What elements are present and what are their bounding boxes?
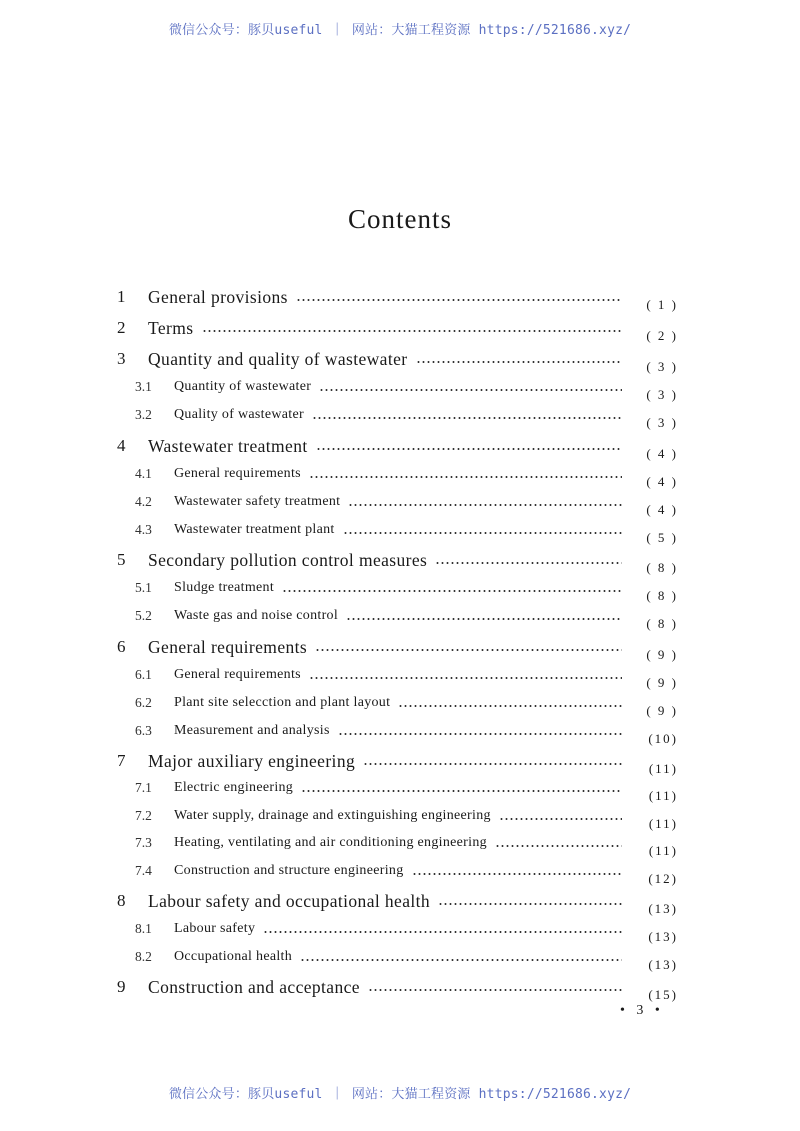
toc-entry-title: General requirements bbox=[174, 667, 301, 682]
toc-entry-8-1[interactable] bbox=[0, 917, 800, 944]
toc-entry-number: 5.1 bbox=[135, 580, 152, 595]
toc-entry-title-wrap bbox=[174, 407, 630, 423]
toc-entry-title: Labour safety bbox=[174, 921, 256, 936]
page-number: • 3 • bbox=[620, 1003, 664, 1018]
leader-dots bbox=[412, 873, 622, 875]
toc-entry-3-1[interactable] bbox=[0, 375, 800, 402]
toc-entry-page: ( 3 ) bbox=[646, 359, 678, 374]
toc-entry-page: ( 8 ) bbox=[646, 560, 678, 575]
leader-dots bbox=[435, 562, 622, 564]
toc-entry-6[interactable] bbox=[0, 635, 800, 662]
toc-entry-number: 8 bbox=[117, 891, 126, 910]
toc-entry-title: Terms bbox=[148, 317, 194, 338]
toc-entry-title: Waste gas and noise control bbox=[174, 608, 339, 623]
leader-dots bbox=[263, 931, 622, 933]
toc-entry-title: Labour safety and occupational health bbox=[148, 890, 431, 911]
toc-entry-number: 8.1 bbox=[135, 921, 152, 936]
toc-entry-page: (15) bbox=[648, 987, 678, 1002]
toc-entry-title: Plant site selecction and plant layout bbox=[174, 695, 391, 710]
toc-entry-page: ( 8 ) bbox=[646, 588, 678, 603]
toc-entry-number: 9 bbox=[117, 977, 126, 996]
toc-entry-title-wrap bbox=[148, 436, 630, 457]
toc-entry-page: (11) bbox=[648, 816, 678, 831]
toc-entry-title: Construction and structure engineering bbox=[174, 863, 404, 878]
toc-entry-title-wrap bbox=[174, 835, 630, 851]
toc-entry-page: ( 5 ) bbox=[646, 530, 678, 545]
toc-entry-page: (12) bbox=[648, 871, 678, 886]
toc-entry-title: Electric engineering bbox=[174, 780, 294, 795]
toc-entry-number: 7.2 bbox=[135, 808, 152, 823]
toc-entry-title-wrap bbox=[174, 723, 630, 739]
toc-entry-title: Secondary pollution control measures bbox=[148, 549, 428, 570]
toc-entry-page: (11) bbox=[648, 761, 678, 776]
toc-entry-page: ( 9 ) bbox=[646, 703, 678, 718]
toc-entry-1[interactable] bbox=[0, 285, 800, 312]
toc-entry-3[interactable] bbox=[0, 347, 800, 374]
toc-entry-page: (11) bbox=[648, 843, 678, 858]
toc-entry-page: ( 4 ) bbox=[646, 474, 678, 489]
toc-entry-title: Wastewater treatment plant bbox=[174, 522, 335, 537]
toc-entry-title-wrap bbox=[148, 287, 630, 308]
toc-entry-4-3[interactable] bbox=[0, 518, 800, 545]
toc-entry-page: (10) bbox=[648, 731, 678, 746]
toc-entry-number: 5 bbox=[117, 550, 126, 569]
toc-entry-title-wrap bbox=[148, 891, 630, 912]
watermark-bottom: 微信公众号：豚贝useful ｜ 网站：大猫工程资源 https://521686.xyz/ bbox=[168, 1087, 632, 1102]
leader-dots bbox=[495, 845, 622, 847]
leader-dots bbox=[438, 903, 622, 905]
toc-entry-title: Quality of wastewater bbox=[174, 407, 304, 422]
leader-dots bbox=[363, 763, 622, 765]
leader-dots bbox=[309, 677, 622, 679]
toc-entry-page: ( 9 ) bbox=[646, 675, 678, 690]
toc-entry-number: 1 bbox=[117, 287, 126, 306]
toc-entry-page: ( 3 ) bbox=[646, 387, 678, 402]
leader-dots bbox=[309, 476, 622, 478]
toc-entry-6-2[interactable] bbox=[0, 691, 800, 718]
toc-entry-number: 4.3 bbox=[135, 522, 152, 537]
leader-dots bbox=[346, 618, 622, 620]
toc-entry-title-wrap bbox=[174, 466, 630, 482]
toc-entry-3-2[interactable] bbox=[0, 403, 800, 430]
leader-dots bbox=[282, 590, 622, 592]
toc-entry-page: ( 3 ) bbox=[646, 415, 678, 430]
toc-entry-title: Quantity and quality of wastewater bbox=[148, 348, 408, 369]
toc-entry-number: 7.3 bbox=[135, 835, 152, 850]
toc-entry-number: 4 bbox=[117, 436, 126, 455]
toc-entry-number: 2 bbox=[117, 318, 126, 337]
leader-dots bbox=[343, 532, 622, 534]
toc-entry-page: ( 9 ) bbox=[646, 647, 678, 662]
leader-dots bbox=[368, 989, 622, 991]
toc-entry-page: ( 8 ) bbox=[646, 616, 678, 631]
toc-entry-title-wrap bbox=[174, 921, 630, 937]
toc-entry-number: 3.2 bbox=[135, 407, 152, 422]
toc-entry-number: 7.1 bbox=[135, 780, 152, 795]
toc-entry-4-2[interactable] bbox=[0, 490, 800, 517]
toc-entry-title-wrap bbox=[148, 977, 630, 998]
toc-entry-4-1[interactable] bbox=[0, 462, 800, 489]
toc-entry-title: General requirements bbox=[148, 636, 308, 657]
toc-entry-title: Construction and acceptance bbox=[148, 976, 360, 997]
toc-entry-number: 6.3 bbox=[135, 723, 152, 738]
toc-entry-title-wrap bbox=[174, 494, 630, 510]
leader-dots bbox=[416, 361, 623, 363]
toc-entry-8-2[interactable] bbox=[0, 945, 800, 972]
toc-entry-5-2[interactable] bbox=[0, 604, 800, 631]
toc-entry-6-1[interactable] bbox=[0, 663, 800, 690]
toc-entry-page: ( 2 ) bbox=[646, 328, 678, 343]
toc-entry-page: (13) bbox=[648, 929, 678, 944]
leader-dots bbox=[348, 504, 622, 506]
leader-dots bbox=[296, 299, 622, 301]
toc-entry-title-wrap bbox=[174, 863, 630, 879]
toc-entry-title: Wastewater safety treatment bbox=[174, 494, 341, 509]
toc-entry-title: Major auxiliary engineering bbox=[148, 750, 356, 771]
toc-entry-page: ( 4 ) bbox=[646, 502, 678, 517]
toc-entry-page: ( 1 ) bbox=[646, 297, 678, 312]
leader-dots bbox=[312, 417, 622, 419]
toc-entry-title: Quantity of wastewater bbox=[174, 379, 312, 394]
toc-entry-page: (13) bbox=[648, 901, 678, 916]
toc-entry-title: Sludge treatment bbox=[174, 580, 275, 595]
toc-entry-6-3[interactable] bbox=[0, 719, 800, 746]
toc-entry-number: 6.1 bbox=[135, 667, 152, 682]
toc-entry-title-wrap bbox=[148, 318, 630, 339]
toc-entry-title-wrap bbox=[148, 751, 630, 772]
toc-entry-number: 6 bbox=[117, 637, 126, 656]
leader-dots bbox=[202, 330, 623, 332]
leader-dots bbox=[316, 448, 622, 450]
toc-entry-title-wrap bbox=[174, 695, 630, 711]
leader-dots bbox=[499, 818, 622, 820]
toc-entry-number: 7 bbox=[117, 751, 126, 770]
toc-entry-number: 3.1 bbox=[135, 379, 152, 394]
toc-entry-9[interactable] bbox=[0, 975, 800, 1002]
toc-entry-title-wrap bbox=[148, 349, 630, 370]
page-title: Contents bbox=[347, 204, 452, 235]
leader-dots bbox=[398, 705, 622, 707]
toc-entry-title-wrap bbox=[174, 379, 630, 395]
leader-dots bbox=[319, 389, 622, 391]
toc-entry-title-wrap bbox=[174, 580, 630, 596]
toc-entry-title: General requirements bbox=[174, 466, 301, 481]
toc-entry-7-2[interactable] bbox=[0, 804, 800, 831]
leader-dots bbox=[315, 649, 622, 651]
toc-entry-number: 3 bbox=[117, 349, 126, 368]
toc-entry-title-wrap bbox=[174, 667, 630, 683]
leader-dots bbox=[300, 959, 622, 961]
toc-entry-number: 4.1 bbox=[135, 466, 152, 481]
toc-entry-7-3[interactable] bbox=[0, 831, 800, 858]
toc-entry-7[interactable] bbox=[0, 749, 800, 776]
toc-entry-page: ( 4 ) bbox=[646, 446, 678, 461]
toc-entry-number: 4.2 bbox=[135, 494, 152, 509]
toc-entry-title-wrap bbox=[148, 550, 630, 571]
toc-entry-title: General provisions bbox=[148, 286, 288, 307]
toc-entry-title-wrap bbox=[174, 808, 630, 824]
watermark-top: 微信公众号：豚贝useful ｜ 网站：大猫工程资源 https://521686.xyz/ bbox=[168, 23, 632, 38]
toc-entry-title-wrap bbox=[148, 637, 630, 658]
toc-entry-title: Water supply, drainage and extinguishing engineering bbox=[174, 808, 491, 823]
toc-entry-7-1[interactable] bbox=[0, 776, 800, 803]
toc-entry-5-1[interactable] bbox=[0, 576, 800, 603]
leader-dots bbox=[338, 733, 622, 735]
toc-entry-number: 8.2 bbox=[135, 949, 152, 964]
toc-entry-page: (13) bbox=[648, 957, 678, 972]
leader-dots bbox=[301, 790, 622, 792]
toc-entry-title-wrap bbox=[174, 949, 630, 965]
toc-entry-number: 5.2 bbox=[135, 608, 152, 623]
toc-entry-title-wrap bbox=[174, 608, 630, 624]
toc-entry-title-wrap bbox=[174, 522, 630, 538]
toc-entry-title: Heating, ventilating and air conditioning engineering bbox=[174, 835, 487, 850]
toc-entry-title: Wastewater treatment bbox=[148, 435, 308, 456]
toc-entry-2[interactable] bbox=[0, 316, 800, 343]
toc-entry-title-wrap bbox=[174, 780, 630, 796]
toc-entry-page: (11) bbox=[648, 788, 678, 803]
toc-entry-7-4[interactable] bbox=[0, 859, 800, 886]
toc-entry-number: 7.4 bbox=[135, 863, 152, 878]
toc-entry-5[interactable] bbox=[0, 548, 800, 575]
toc-entry-title: Measurement and analysis bbox=[174, 723, 330, 738]
toc-entry-title: Occupational health bbox=[174, 949, 293, 964]
toc-entry-4[interactable] bbox=[0, 434, 800, 461]
toc-entry-8[interactable] bbox=[0, 889, 800, 916]
toc-entry-number: 6.2 bbox=[135, 695, 152, 710]
